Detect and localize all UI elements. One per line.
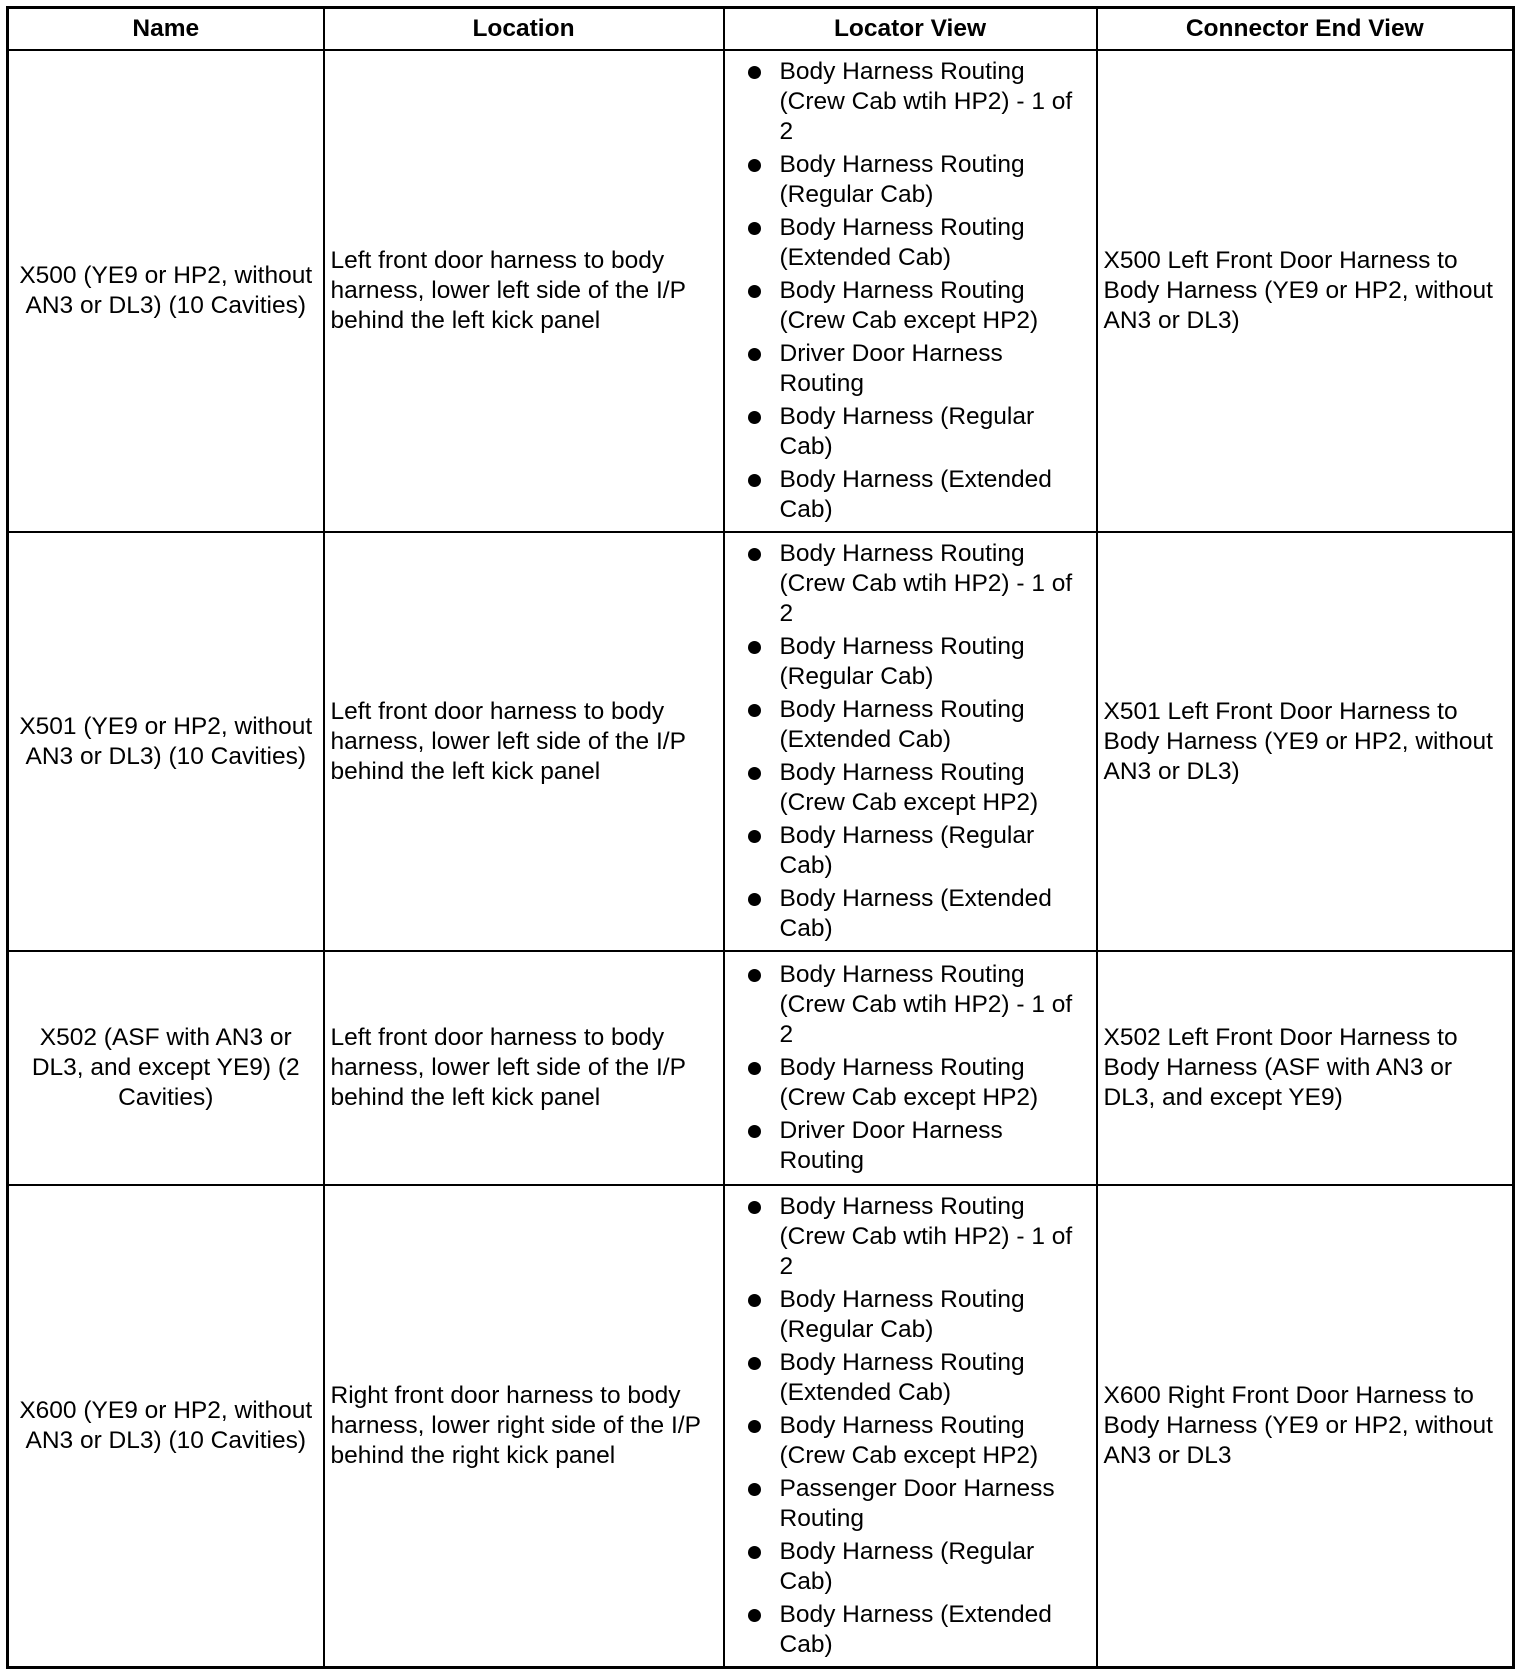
locator-view-link[interactable]: Body Harness Routing (Extended Cab) [725,695,1090,755]
locator-view-link[interactable]: Body Harness Routing (Crew Cab except HP2) [725,1411,1090,1471]
locator-view-link[interactable]: Body Harness (Regular Cab) [725,402,1090,462]
locator-view-link[interactable]: Body Harness Routing (Crew Cab wtih HP2) - 1 of 2 [725,57,1090,147]
table-row [8,1185,1514,1668]
locator-view-link[interactable]: Driver Door Harness Routing [725,1116,1090,1176]
header-location: Location [324,8,724,51]
connector-name: X502 (ASF with AN3 or DL3, and except YE9) (2 Cavities) [8,951,324,1185]
connector-name: X600 (YE9 or HP2, without AN3 or DL3) (10 Cavities) [8,1185,324,1668]
locator-view-link[interactable]: Body Harness Routing (Crew Cab except HP2) [725,758,1090,818]
connector-table [6,6,1515,1669]
locator-view-link[interactable]: Driver Door Harness Routing [725,339,1090,399]
locator-view-link[interactable]: Body Harness (Regular Cab) [725,1537,1090,1597]
connector-location: Left front door harness to body harness, lower left side of the I/P behind the left kick panel [324,50,724,532]
locator-view-link[interactable]: Body Harness Routing (Regular Cab) [725,150,1090,210]
locator-view-link[interactable]: Body Harness (Extended Cab) [725,884,1090,944]
locator-view-cell [724,1185,1097,1668]
connector-end-view-link[interactable]: X501 Left Front Door Harness to Body Harness (YE9 or HP2, without AN3 or DL3) [1097,532,1514,951]
locator-view-list [725,539,1090,944]
connector-name: X500 (YE9 or HP2, without AN3 or DL3) (10 Cavities) [8,50,324,532]
connector-end-view-link[interactable]: X502 Left Front Door Harness to Body Harness (ASF with AN3 or DL3, and except YE9) [1097,951,1514,1185]
locator-view-cell [724,532,1097,951]
locator-view-cell [724,50,1097,532]
locator-view-list [725,57,1090,525]
locator-view-link[interactable]: Body Harness (Regular Cab) [725,821,1090,881]
table-row [8,532,1514,951]
header-connector-end-view: Connector End View [1097,8,1514,51]
locator-view-link[interactable]: Body Harness Routing (Regular Cab) [725,632,1090,692]
locator-view-link[interactable]: Passenger Door Harness Routing [725,1474,1090,1534]
header-row [8,8,1514,51]
table-row [8,951,1514,1185]
header-name: Name [8,8,324,51]
locator-view-link[interactable]: Body Harness Routing (Crew Cab wtih HP2) - 1 of 2 [725,960,1090,1050]
locator-view-list [725,1192,1090,1660]
connector-location: Left front door harness to body harness, lower left side of the I/P behind the left kick panel [324,951,724,1185]
connector-location: Left front door harness to body harness, lower left side of the I/P behind the left kick panel [324,532,724,951]
locator-view-link[interactable]: Body Harness Routing (Crew Cab wtih HP2) - 1 of 2 [725,1192,1090,1282]
connector-end-view-link[interactable]: X600 Right Front Door Harness to Body Harness (YE9 or HP2, without AN3 or DL3 [1097,1185,1514,1668]
locator-view-link[interactable]: Body Harness Routing (Crew Cab wtih HP2) - 1 of 2 [725,539,1090,629]
locator-view-link[interactable]: Body Harness Routing (Crew Cab except HP2) [725,276,1090,336]
locator-view-link[interactable]: Body Harness Routing (Extended Cab) [725,213,1090,273]
connector-end-view-link[interactable]: X500 Left Front Door Harness to Body Harness (YE9 or HP2, without AN3 or DL3) [1097,50,1514,532]
locator-view-cell [724,951,1097,1185]
locator-view-link[interactable]: Body Harness Routing (Crew Cab except HP2) [725,1053,1090,1113]
locator-view-link[interactable]: Body Harness (Extended Cab) [725,465,1090,525]
table-row [8,50,1514,532]
locator-view-link[interactable]: Body Harness (Extended Cab) [725,1600,1090,1660]
locator-view-list [725,960,1090,1176]
header-locator-view: Locator View [724,8,1097,51]
locator-view-link[interactable]: Body Harness Routing (Regular Cab) [725,1285,1090,1345]
locator-view-link[interactable]: Body Harness Routing (Extended Cab) [725,1348,1090,1408]
connector-name: X501 (YE9 or HP2, without AN3 or DL3) (10 Cavities) [8,532,324,951]
connector-location: Right front door harness to body harness, lower right side of the I/P behind the right kick panel [324,1185,724,1668]
